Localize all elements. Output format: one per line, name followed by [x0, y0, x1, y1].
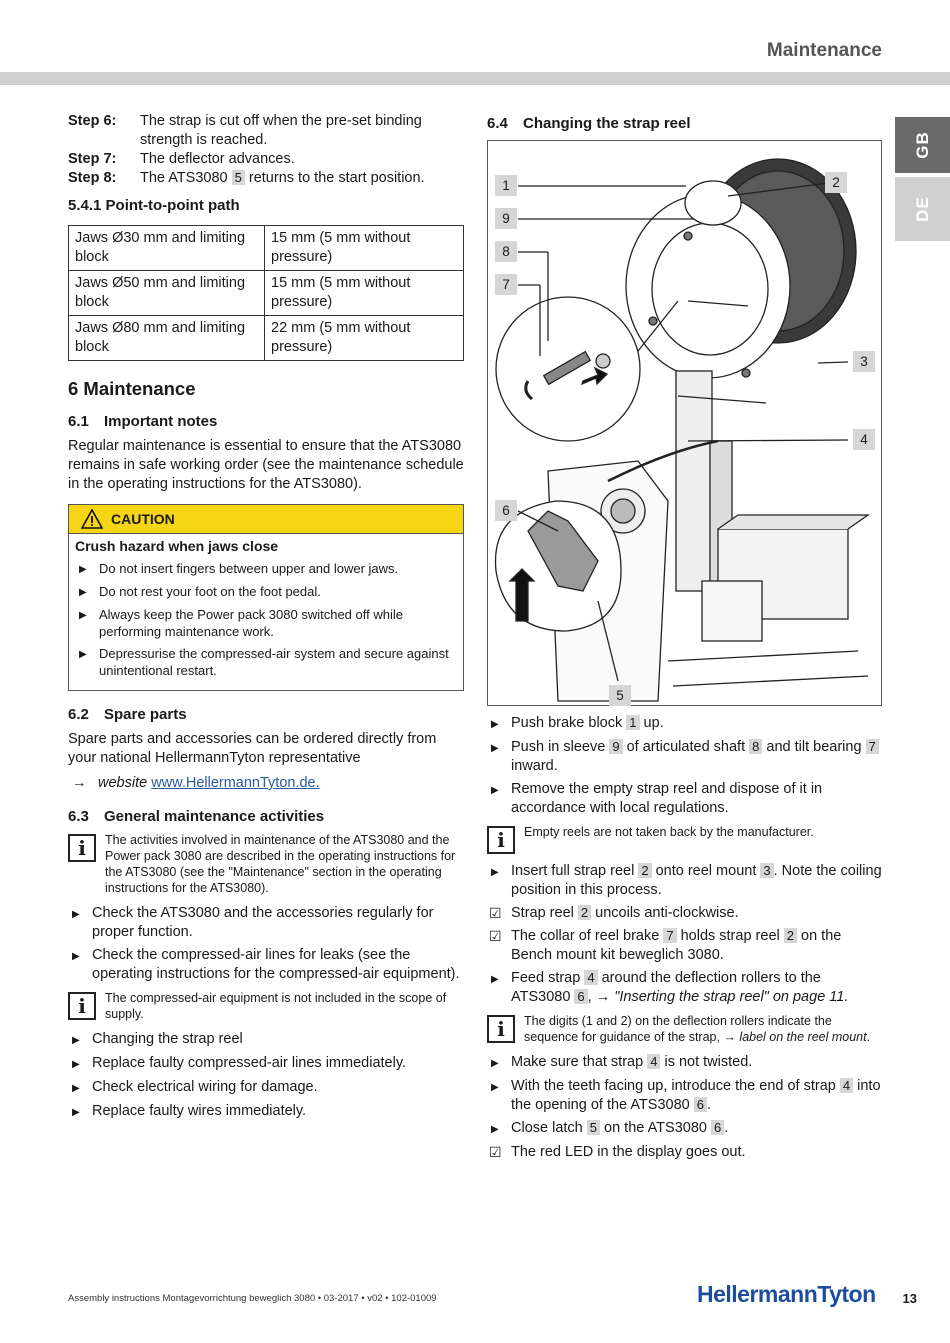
triangle-right-icon: ▶	[72, 1107, 80, 1118]
step-text	[140, 169, 464, 188]
caution-item	[75, 583, 457, 601]
callout-ref: 2	[638, 863, 651, 878]
list-item	[487, 862, 882, 900]
page-header-title: Maintenance	[766, 40, 882, 61]
tab-de-label: DE	[912, 196, 932, 222]
list-item	[68, 1030, 464, 1050]
tab-gb[interactable]	[895, 117, 950, 173]
step-item	[68, 169, 464, 188]
list-item-text	[511, 1077, 882, 1115]
callout-ref: 9	[609, 739, 622, 754]
callout-ref: 6	[711, 1120, 724, 1135]
section-541-title: 5.4.1 Point-to-point path	[68, 197, 240, 214]
list-item	[487, 714, 882, 734]
callout-2: 2	[825, 172, 847, 193]
list-item	[487, 904, 882, 923]
section-title: General maintenance activities	[104, 808, 325, 825]
list-item-text	[511, 780, 882, 818]
callout-ref: 5	[232, 170, 245, 185]
caution-item-text: Do not rest your foot on the foot pedal.	[99, 584, 321, 599]
list-item	[68, 1078, 464, 1098]
list-item-text	[511, 1119, 882, 1139]
text-part: Make sure that strap	[511, 1054, 648, 1070]
text-part: is not twisted.	[660, 1054, 753, 1070]
table-cell-jaws: Jaws Ø80 mm and limiting block	[69, 316, 265, 361]
text-part: .	[706, 1097, 712, 1113]
footer-text: Assembly instructions Montagevorrichtung beweglich 3080 • 03-2017 • v02 • 102-01009	[68, 1293, 437, 1304]
list-item	[68, 946, 464, 984]
list-item-text: Check the compressed-air lines for leaks (see the operating instructions for the compressed-air equipment).	[92, 947, 460, 982]
text-part: Strap reel	[511, 905, 578, 921]
text-part: on the Bench mount kit beweglich 3080.	[511, 928, 842, 963]
arrow-right-icon: →	[72, 775, 87, 791]
list-item	[68, 904, 464, 942]
info-text-end: .	[866, 1030, 871, 1044]
text-part: up.	[639, 715, 664, 731]
step-label: Step 8:	[68, 170, 117, 186]
step-text-before: The ATS3080	[140, 170, 232, 186]
section-number: 6.1	[68, 413, 89, 430]
triangle-right-icon: ▶	[491, 719, 499, 730]
callout-ref: 1	[626, 715, 639, 730]
text-part: of articulated shaft	[622, 739, 750, 755]
callout-7: 7	[495, 274, 517, 295]
table-row	[69, 271, 464, 316]
callout-ref: 4	[647, 1054, 660, 1069]
page-number: 13	[902, 1291, 917, 1306]
list-item	[487, 1119, 882, 1139]
strap-steps-b	[487, 862, 882, 1007]
list-item-text: Check electrical wiring for damage.	[92, 1079, 318, 1095]
caution-item	[75, 560, 457, 578]
triangle-right-icon: ▶	[491, 1124, 499, 1135]
arrow-right-icon: →	[595, 989, 611, 1005]
list-item-text: Changing the strap reel	[92, 1031, 243, 1047]
path-table	[68, 225, 464, 361]
triangle-right-icon: ▶	[491, 1058, 499, 1069]
strap-steps-a	[487, 714, 882, 818]
text-part: inward.	[511, 758, 558, 774]
info-note	[487, 1013, 882, 1045]
strap-steps-c	[487, 1053, 882, 1162]
strap-reel-illustration	[487, 140, 882, 706]
text-part: The collar of reel brake	[511, 928, 664, 944]
caution-body	[69, 534, 463, 690]
section-number: 6.4	[487, 115, 508, 132]
info-icon: i	[68, 992, 96, 1020]
list-item-text	[511, 862, 882, 900]
list-item	[487, 927, 882, 965]
caution-item	[75, 606, 457, 640]
triangle-right-icon: ▶	[72, 1059, 80, 1070]
section-62-text: Spare parts and accessories can be ordered directly from your national HellermannTyton representative	[68, 731, 437, 766]
step-label: Step 7:	[68, 151, 117, 167]
text-part: uncoils anti-clockwise.	[591, 905, 739, 921]
list-item	[487, 1143, 882, 1162]
callout-ref: 8	[749, 739, 762, 754]
text-part: . Note the coiling position in this process.	[511, 863, 882, 898]
triangle-right-icon: ▶	[491, 867, 499, 878]
text-part: .	[724, 1120, 729, 1136]
section-6-title: 6 Maintenance	[68, 378, 196, 399]
list-item-text	[511, 1053, 882, 1073]
callout-9: 9	[495, 208, 517, 229]
table-cell-jaws: Jaws Ø30 mm and limiting block	[69, 226, 265, 271]
maintenance-list-a	[68, 904, 464, 984]
text-part: holds strap reel	[676, 928, 784, 944]
right-column	[487, 112, 882, 1166]
checkbox-checked-icon: ☑	[489, 905, 502, 921]
text-part: into the opening of the ATS3080	[511, 1078, 881, 1113]
table-cell-value: 15 mm (5 mm without pressure)	[265, 271, 464, 316]
table-row	[69, 316, 464, 361]
callout-ref: 7	[663, 928, 676, 943]
arrow-right-icon: →	[723, 1030, 736, 1044]
text-part: onto reel mount	[651, 863, 761, 879]
caution-title: Crush hazard when jaws close	[75, 538, 279, 554]
list-item	[487, 780, 882, 818]
callout-ref: 6	[574, 989, 587, 1004]
step-text: The strap is cut off when the pre-set binding strength is reached.	[140, 113, 422, 148]
text-part: Feed strap	[511, 970, 585, 986]
text-part: Push in sleeve	[511, 739, 610, 755]
section-title: Changing the strap reel	[523, 115, 691, 132]
info-text-ref: label on the reel mount	[735, 1030, 867, 1044]
cross-reference: "Inserting the strap reel" on page 11.	[610, 989, 849, 1005]
table-row	[69, 226, 464, 271]
list-item-text	[511, 927, 882, 965]
triangle-right-icon: ▶	[79, 610, 87, 621]
header-bar	[0, 72, 950, 85]
info-text: Empty reels are not taken back by the manufacturer.	[524, 825, 814, 839]
list-item	[487, 1053, 882, 1073]
triangle-right-icon: ▶	[491, 1082, 499, 1093]
machine-drawing	[488, 141, 881, 705]
callout-8: 8	[495, 241, 517, 262]
text-part: Remove the empty strap reel and dispose of it in accordance with local regulations.	[511, 781, 823, 816]
steps-list	[68, 112, 464, 188]
callout-ref: 4	[840, 1078, 853, 1093]
caution-item-text: Always keep the Power pack 3080 switched off while performing maintenance work.	[99, 607, 403, 639]
list-item	[487, 1077, 882, 1115]
info-text: The activities involved in maintenance of the ATS3080 and the Power pack 3080 are described in the operating instructions for the ATS3080 (see the "Maintenance" section in the operating instructions for the ATS3080).	[105, 833, 456, 895]
step-item	[68, 150, 464, 169]
text-part: around the deflection rollers to the ATS3080	[511, 970, 821, 1005]
table-cell-value: 22 mm (5 mm without pressure)	[265, 316, 464, 361]
info-text-main: The digits (1 and 2) on the deflection rollers indicate the sequence for guidance of the strap,	[524, 1014, 832, 1044]
maintenance-list-b	[68, 1030, 464, 1122]
section-62-heading	[68, 705, 464, 724]
list-item-text	[511, 714, 882, 734]
triangle-right-icon: ▶	[72, 951, 80, 962]
triangle-right-icon: ▶	[79, 649, 87, 660]
list-item-text: Replace faulty wires immediately.	[92, 1103, 307, 1119]
callout-ref: 2	[578, 905, 591, 920]
step-label: Step 6:	[68, 113, 117, 129]
triangle-right-icon: ▶	[79, 587, 87, 598]
triangle-right-icon: ▶	[491, 743, 499, 754]
section-number: 6.2	[68, 706, 89, 723]
list-item-text: Check the ATS3080 and the accessories regularly for proper function.	[92, 905, 434, 940]
callout-6: 6	[495, 500, 517, 521]
text-part: on the ATS3080	[600, 1120, 711, 1136]
text-part: The red LED in the display goes out.	[511, 1144, 746, 1160]
caution-item-text: Depressurise the compressed-air system and secure against unintentional restart.	[99, 646, 449, 678]
info-text	[524, 1013, 882, 1045]
text-part: With the teeth facing up, introduce the end of strap	[511, 1078, 840, 1094]
table-cell-value: 15 mm (5 mm without pressure)	[265, 226, 464, 271]
info-icon: i	[487, 1015, 515, 1043]
warning-triangle-icon	[81, 509, 103, 529]
triangle-right-icon: ▶	[79, 564, 87, 575]
section-title: Important notes	[104, 413, 218, 430]
callout-ref: 2	[784, 928, 797, 943]
callout-ref: 7	[866, 739, 879, 754]
step-item	[68, 112, 464, 150]
list-item	[68, 1102, 464, 1122]
brand-logo: HellermannTyton	[697, 1281, 876, 1307]
triangle-right-icon: ▶	[72, 909, 80, 920]
list-item	[68, 1054, 464, 1074]
callout-ref: 3	[760, 863, 773, 878]
list-item-text: Replace faulty compressed-air lines immediately.	[92, 1055, 407, 1071]
text-part: Insert full strap reel	[511, 863, 639, 879]
text-part: and tilt bearing	[762, 739, 866, 755]
list-item-text	[511, 904, 882, 923]
text-part: ,	[587, 989, 596, 1005]
callout-5: 5	[609, 685, 631, 706]
website-link[interactable]: www.HellermannTyton.de.	[151, 775, 320, 791]
text-part: Push brake block	[511, 715, 627, 731]
list-item-text	[511, 969, 882, 1007]
info-text: The compressed-air equipment is not included in the scope of supply.	[105, 991, 447, 1021]
text-part: Close latch	[511, 1120, 587, 1136]
section-63-heading	[68, 807, 464, 826]
section-61-text: Regular maintenance is essential to ensure that the ATS3080 remains in safe working order (see the maintenance schedule in the operating instructions for the ATS3080).	[68, 438, 464, 492]
table-cell-jaws: Jaws Ø50 mm and limiting block	[69, 271, 265, 316]
list-item-text	[511, 1143, 882, 1162]
info-note	[68, 832, 464, 896]
website-reference	[68, 774, 464, 793]
callout-ref: 5	[587, 1120, 600, 1135]
callout-4: 4	[853, 429, 875, 450]
caution-label: CAUTION	[111, 510, 175, 527]
callout-ref: 4	[584, 970, 597, 985]
list-item-text	[511, 738, 882, 776]
left-column	[68, 112, 464, 1126]
section-number: 6.3	[68, 808, 89, 825]
caution-box	[68, 504, 464, 691]
tab-gb-label: GB	[912, 131, 932, 159]
section-64-heading	[487, 114, 882, 133]
list-item	[487, 969, 882, 1007]
section-61-heading	[68, 412, 464, 431]
ref-label: website	[98, 775, 152, 791]
triangle-right-icon: ▶	[72, 1083, 80, 1094]
triangle-right-icon: ▶	[72, 1035, 80, 1046]
tab-de[interactable]	[895, 177, 950, 241]
triangle-right-icon: ▶	[491, 785, 499, 796]
callout-3: 3	[853, 351, 875, 372]
info-note	[68, 990, 464, 1022]
callout-1: 1	[495, 175, 517, 196]
caution-item-text: Do not insert fingers between upper and lower jaws.	[99, 561, 399, 576]
list-item	[487, 738, 882, 776]
info-note	[487, 824, 882, 854]
checkbox-checked-icon: ☑	[489, 1144, 502, 1160]
step-text-after: returns to the start position.	[244, 170, 425, 186]
section-title: Spare parts	[104, 706, 187, 723]
callout-ref: 6	[694, 1097, 707, 1112]
info-icon: i	[487, 826, 515, 854]
caution-header	[69, 505, 463, 534]
step-text: The deflector advances.	[140, 151, 295, 167]
caution-item	[75, 645, 457, 679]
info-icon: i	[68, 834, 96, 862]
triangle-right-icon: ▶	[491, 974, 499, 985]
checkbox-checked-icon: ☑	[489, 928, 502, 944]
